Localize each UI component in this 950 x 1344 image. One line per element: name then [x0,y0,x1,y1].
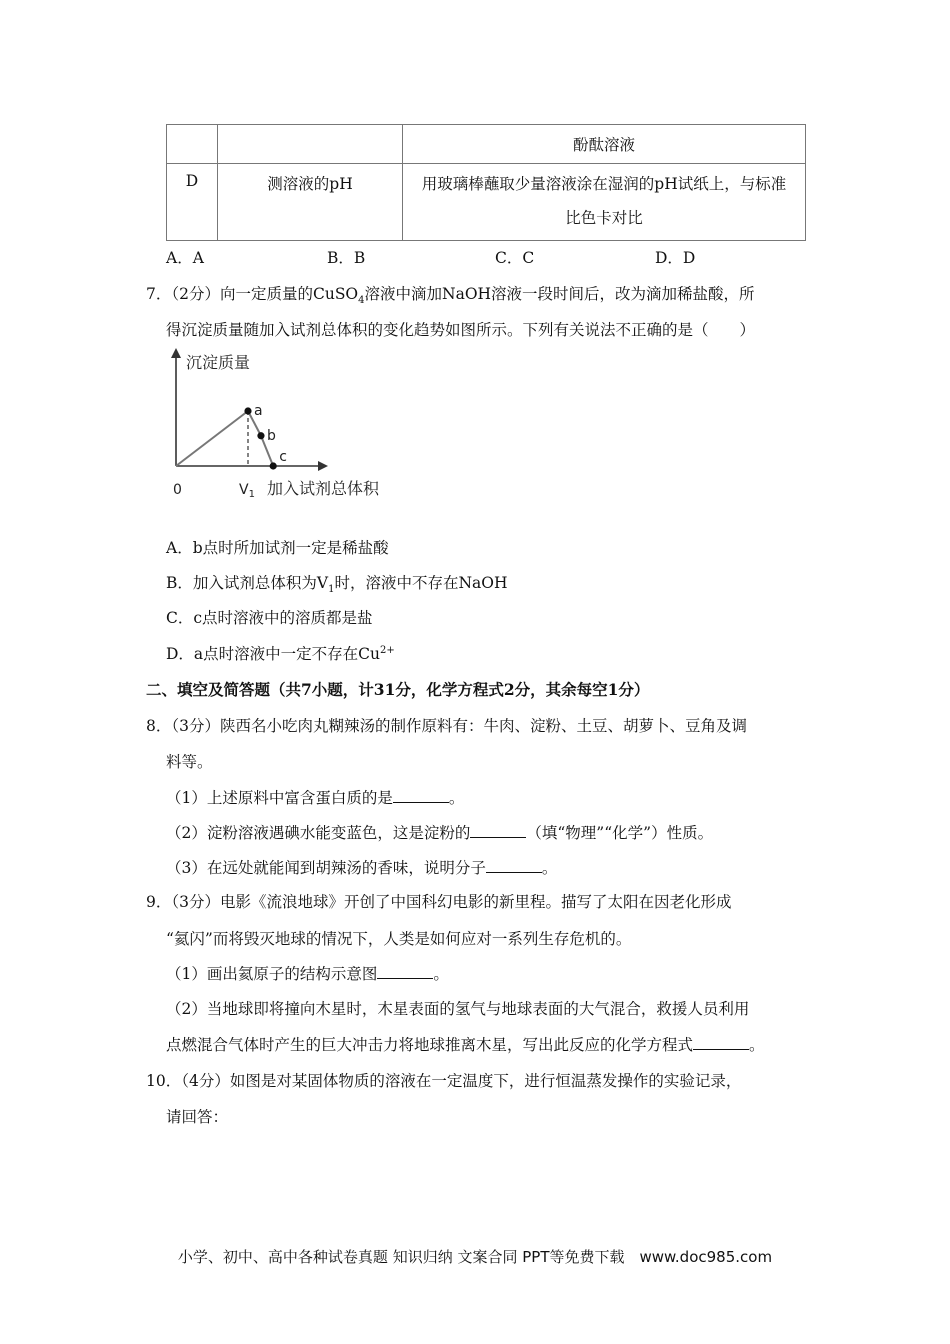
q6-option-c: C．C [495,249,535,267]
table-cell-reagent: 酚酞溶液 [572,136,635,154]
origin-label: 0 [173,482,182,498]
table-cell-method-line1: 用玻璃棒蘸取少量溶液涂在湿润的pH试纸上，与标准 [421,175,787,193]
answer-blank[interactable] [393,788,449,803]
point-label-c: c [279,449,287,465]
y-axis-arrow [171,348,181,358]
q8-sub1: （1）上述原料中富含蛋白质的是 。 [166,789,465,807]
q6-table [166,124,806,241]
x-axis-arrow [318,461,328,471]
q7-option-c: C．c点时溶液中的溶质都是盐 [166,609,373,627]
q6-option-b: B．B [327,249,366,267]
section-heading: 二、填空及简答题（共7小题，计31分，化学方程式2分，其余每空1分） [146,680,650,699]
q7-option-b: B．加入试剂总体积为$V_1$时，溶液中不存在NaOH [166,574,508,596]
point-label-b: b [266,427,276,444]
series-line-segment [176,411,248,466]
q6-option-a: A．A [166,249,204,267]
precipitate-chart [160,348,400,508]
q7-option-d: D．a点时溶液中一定不存在$Cu^{2+}$ [166,644,395,663]
q9-sub2-line1: （2）当地球即将撞向木星时，木星表面的氢气与地球表面的大气混合，救援人员利用 [166,1000,750,1018]
point-a [244,407,251,414]
table-cell-method-line2: 比色卡对比 [565,209,643,227]
answer-blank[interactable] [486,858,542,873]
q9-sub2-line2: 点燃混合气体时产生的巨大冲击力将地球推离木星，写出此反应的化学方程式 。 [166,1036,765,1054]
q7-stem-line2: 得沉淀质量随加入试剂总体积的变化趋势如图所示。下列有关说法不正确的是（ ） [166,321,756,339]
q10-stem-line2: 请回答： [166,1108,229,1126]
q8-stem-line2: 料等。 [166,753,213,771]
answer-blank[interactable] [693,1035,749,1050]
q7-stem-line1: 7．（2分）向一定质量的CuSO$_4$溶液中滴加NaOH溶液一段时间后，改为滴加稀盐酸，所 [146,285,755,307]
q6-option-d: D．D [655,249,696,267]
q9-sub1: （1）画出氦原子的结构示意图 。 [166,965,449,983]
page-footer: 小学、初中、高中各种试卷真题 知识归纳 文案合同 PPT等免费下载 www.doc985.com [177,1248,773,1266]
q7-option-a: A．b点时所加试剂一定是稀盐酸 [166,539,389,557]
answer-blank[interactable] [377,964,433,979]
table-row [167,164,806,241]
point-b [257,432,264,439]
y-axis-label: 沉淀质量 [186,353,251,372]
q10-stem-line1: 10．（4分）如图是对某固体物质的溶液在一定温度下，进行恒温蒸发操作的实验记录， [146,1072,742,1090]
table-row [167,125,806,164]
table-cell-option-letter: D [185,172,199,190]
q9-stem-line2: “氦闪”而将毁灭地球的情况下，人类是如何应对一系列生存危机的。 [166,930,632,948]
q9-stem-line1: 9．（3分）电影《流浪地球》开创了中国科幻电影的新里程。描写了太阳在因老化形成 [146,893,732,911]
point-c [270,462,277,469]
q8-sub2: （2）淀粉溶液遇碘水能变蓝色，这是淀粉的 （填“物理”“化学”）性质。 [166,824,714,842]
v1-tick-label: $V_1$ [239,482,255,500]
table-cell-experiment: 测溶液的pH [267,175,353,193]
q8-sub3: （3）在远处就能闻到胡辣汤的香味，说明分子 。 [166,859,558,877]
x-axis-label: 加入试剂总体积 [267,479,380,498]
answer-blank[interactable] [470,823,526,838]
point-label-a: a [254,403,263,419]
q8-stem-line1: 8．（3分）陕西名小吃肉丸糊辣汤的制作原料有：牛肉、淀粉、土豆、胡萝卜、豆角及调 [146,717,747,735]
